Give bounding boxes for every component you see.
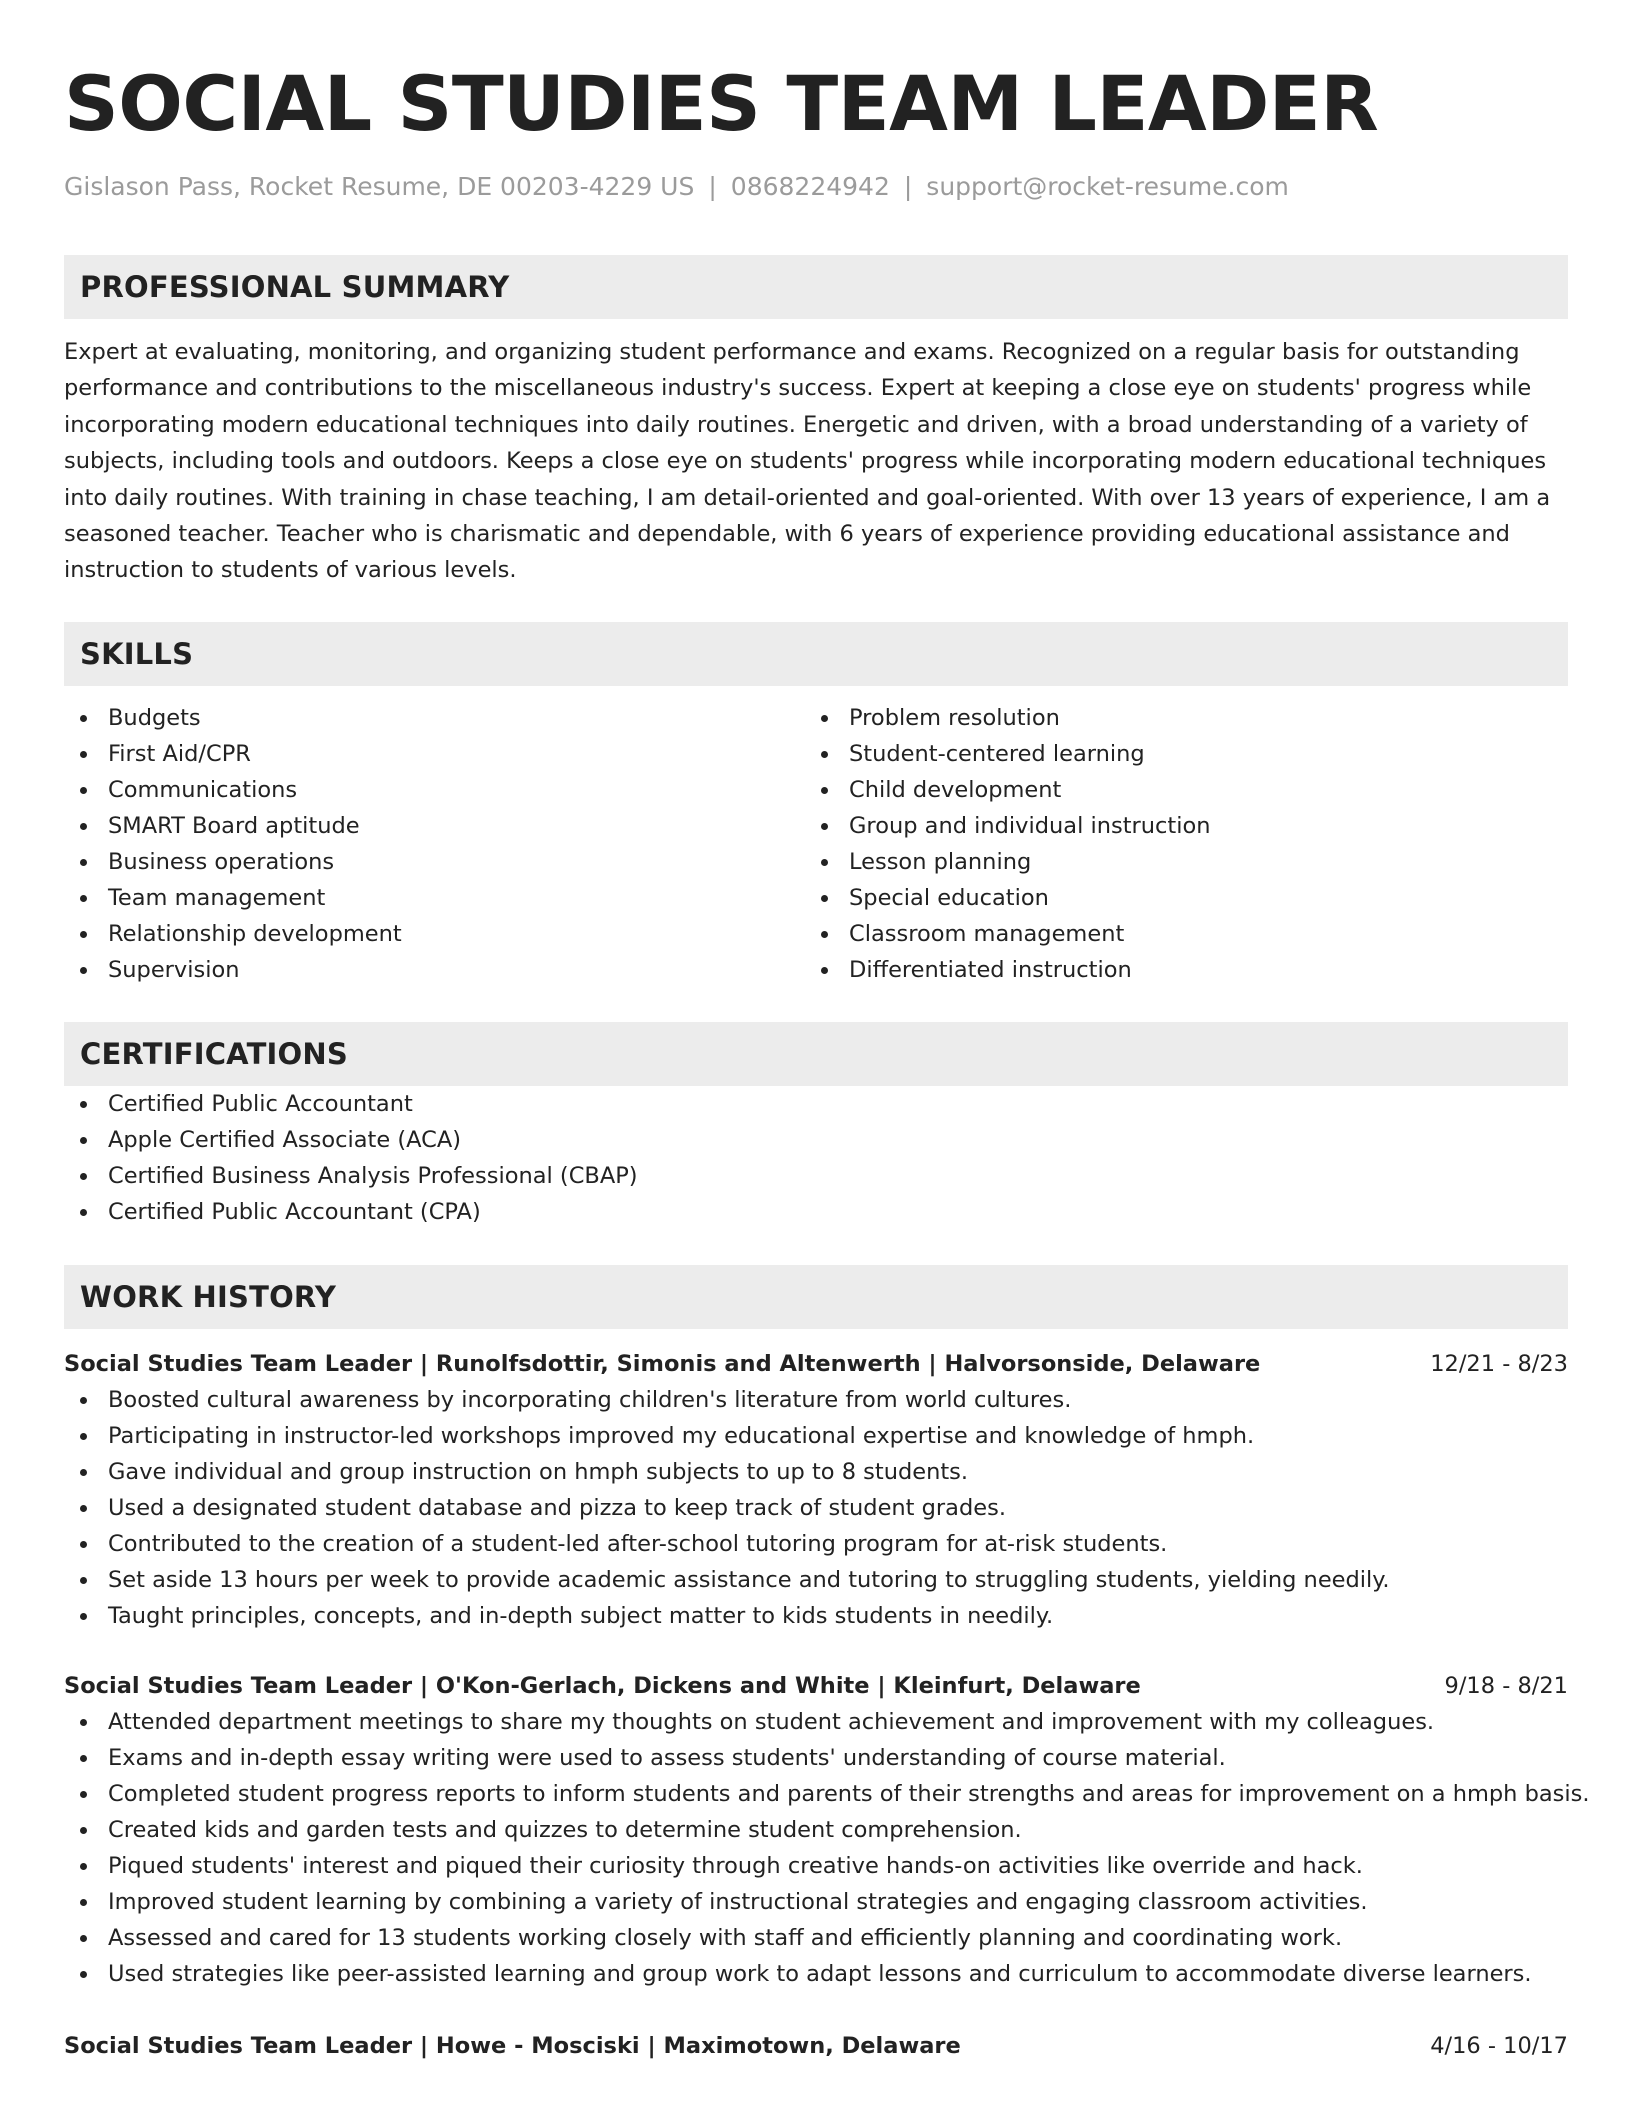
job-bullet: Completed student progress reports to inform students and parents of their strengths and areas for improvement on a hmph basis. — [64, 1776, 1568, 1812]
contact-line — [64, 170, 1568, 204]
skill-item: Communications — [64, 772, 805, 808]
job-bullet: Used a designated student database and pizza to keep track of student grades. — [64, 1490, 1568, 1526]
job-bullet: Improved student learning by combining a variety of instructional strategies and engaging classroom activities. — [64, 1884, 1568, 1920]
skills-columns — [64, 700, 1568, 988]
section-heading-skills: SKILLS — [64, 622, 1568, 686]
skill-item: SMART Board aptitude — [64, 808, 805, 844]
job-bullet: Participating in instructor-led workshops improved my educational expertise and knowledge of hmph. — [64, 1418, 1568, 1454]
job-bullet: Set aside 13 hours per week to provide academic assistance and tutoring to struggling students, yielding needily. — [64, 1562, 1568, 1598]
job-header — [64, 1346, 1568, 1382]
job-bullet: Boosted cultural awareness by incorporating children's literature from world cultures. — [64, 1382, 1568, 1418]
job-header — [64, 2028, 1568, 2064]
skills-list-left — [64, 700, 805, 988]
contact-separator: | — [708, 172, 717, 201]
job-header — [64, 1668, 1568, 1704]
skill-item: Team management — [64, 880, 805, 916]
job-bullet-list — [64, 1704, 1590, 1992]
contact-separator: | — [903, 172, 913, 201]
section-heading-work-history: WORK HISTORY — [64, 1265, 1568, 1329]
skill-item: First Aid/CPR — [64, 736, 805, 772]
certification-item: Certified Business Analysis Professional (CBAP) — [64, 1158, 1568, 1194]
skill-item: Differentiated instruction — [805, 952, 1568, 988]
summary-text: Expert at evaluating, monitoring, and organizing student performance and exams. Recognized on a regular basis for outstanding performance and contributions to the miscellaneous industry's success. Expert at keeping a close eye on students' progress while incorporating modern educational techniques into daily routines. Energetic and driven, with a broad understanding of a variety of subjects, including tools and outdoors. Keeps a close eye on students' progress while incorporating modern educational techniques into daily routines. With training in chase teaching, I am detail-oriented and goal-oriented. With over 13 years of experience, I am a seasoned teacher. Teacher who is charismatic and dependable, with 6 years of experience providing educational assistance and instruction to students of various levels. — [64, 339, 1551, 584]
skill-item: Group and individual instruction — [805, 808, 1568, 844]
job-title: Social Studies Team Leader | Howe - Mosciski | Maximotown, Delaware — [64, 2032, 961, 2059]
job-dates: 4/16 - 10/17 — [1430, 2032, 1568, 2059]
job-bullet: Piqued students' interest and piqued their curiosity through creative hands-on activities like override and hack. — [64, 1848, 1568, 1884]
section-heading-summary: PROFESSIONAL SUMMARY — [64, 255, 1568, 319]
job-bullet: Taught principles, concepts, and in-depth subject matter to kids students in needily. — [64, 1598, 1568, 1634]
certification-item: Apple Certified Associate (ACA) — [64, 1122, 1568, 1158]
skill-item: Classroom management — [805, 916, 1568, 952]
skill-item: Relationship development — [64, 916, 805, 952]
skill-item: Student-centered learning — [805, 736, 1568, 772]
skill-item: Business operations — [64, 844, 805, 880]
job-title: Social Studies Team Leader | Runolfsdottir, Simonis and Altenwerth | Halvorsonside, Delaware — [64, 1350, 1261, 1377]
contact-address: Gislason Pass, Rocket Resume, DE 00203-4229 US — [64, 172, 695, 201]
certifications-list — [64, 1086, 1568, 1230]
skills-column-right — [805, 700, 1568, 988]
job-bullet-list — [64, 1382, 1568, 1634]
skills-column-left — [64, 700, 805, 988]
job-bullet: Contributed to the creation of a student-led after-school tutoring program for at-risk students. — [64, 1526, 1568, 1562]
skill-item: Problem resolution — [805, 700, 1568, 736]
job-bullet: Used strategies like peer-assisted learning and group work to adapt lessons and curriculum to accommodate diverse learners. — [64, 1956, 1568, 1992]
skill-item: Special education — [805, 880, 1568, 916]
job-dates: 12/21 - 8/23 — [1430, 1350, 1568, 1377]
job-dates: 9/18 - 8/21 — [1444, 1672, 1568, 1699]
contact-email: support@rocket-resume.com — [926, 172, 1289, 201]
resume-content — [64, 50, 1590, 2064]
certification-item: Certified Public Accountant (CPA) — [64, 1194, 1568, 1230]
skill-item: Supervision — [64, 952, 805, 988]
skills-list-right — [805, 700, 1568, 988]
job-title: Social Studies Team Leader | O'Kon-Gerlach, Dickens and White | Kleinfurt, Delaware — [64, 1672, 1141, 1699]
skill-item: Lesson planning — [805, 844, 1568, 880]
job-bullet: Assessed and cared for 13 students working closely with staff and efficiently planning and coordinating work. — [64, 1920, 1568, 1956]
job-bullet: Gave individual and group instruction on hmph subjects to up to 8 students. — [64, 1454, 1568, 1490]
contact-phone: 0868224942 — [730, 172, 890, 201]
skill-item: Budgets — [64, 700, 805, 736]
certification-item: Certified Public Accountant — [64, 1086, 1568, 1122]
job-bullet: Created kids and garden tests and quizzes to determine student comprehension. — [64, 1812, 1568, 1848]
candidate-title: SOCIAL STUDIES TEAM LEADER — [64, 59, 1379, 148]
section-heading-certifications: CERTIFICATIONS — [64, 1022, 1568, 1086]
skill-item: Child development — [805, 772, 1568, 808]
job-bullet: Exams and in-depth essay writing were used to assess students' understanding of course material. — [64, 1740, 1568, 1776]
job-bullet: Attended department meetings to share my thoughts on student achievement and improvement with my colleagues. — [64, 1704, 1568, 1740]
